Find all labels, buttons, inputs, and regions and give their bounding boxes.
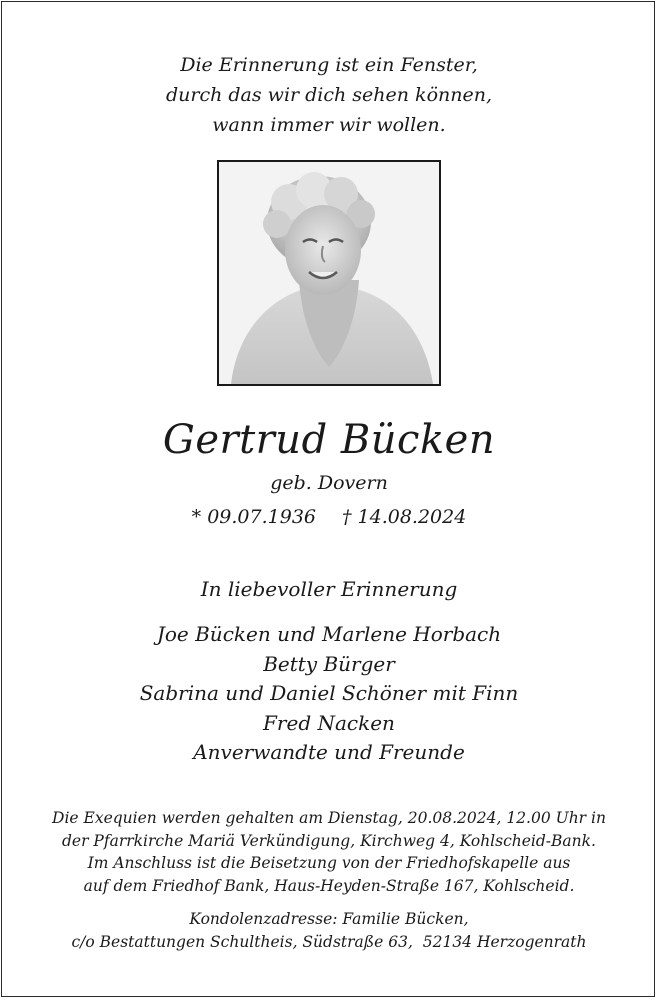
condolence-address <box>0 908 658 953</box>
mourner-line: Betty Bürger <box>263 651 395 676</box>
condolence-line: c/o Bestattungen Schultheis, Südstraße 63, 52134 Herzogenrath <box>71 932 587 951</box>
condolence-line: Kondolenzadresse: Familie Bücken, <box>189 910 469 928</box>
portrait-photo <box>217 160 441 386</box>
service-line: Im Anschluss ist die Beisetzung von der Friedhofskapelle aus <box>87 854 571 872</box>
service-line: Die Exequien werden gehalten am Dienstag, 20.08.2024, 12.00 Uhr in <box>52 809 606 827</box>
remembrance-intro: In liebevoller Erinnerung <box>200 577 458 601</box>
deceased-name: Gertrud Bücken <box>162 417 496 463</box>
death-date: † 14.08.2024 <box>342 506 467 528</box>
service-line: auf dem Friedhof Bank, Haus-Heyden-Straße 167, Kohlscheid. <box>83 876 575 895</box>
mourner-line: Fred Nacken <box>263 710 395 735</box>
portrait-illustration <box>219 162 439 384</box>
mourners-list <box>0 620 658 768</box>
mourner-line: Anverwandte und Freunde <box>193 740 465 764</box>
mourner-line: Joe Bücken und Marlene Horbach <box>156 622 502 646</box>
life-dates <box>0 503 658 531</box>
quote-line: durch das wir dich sehen können, <box>166 84 492 106</box>
quote-line: wann immer wir wollen. <box>212 114 446 136</box>
maiden-name: geb. Dovern <box>270 472 388 494</box>
quote-line: Die Erinnerung ist ein Fenster, <box>180 54 478 76</box>
birth-date: * 09.07.1936 <box>191 506 316 528</box>
mourner-line: Sabrina und Daniel Schöner mit Finn <box>139 681 519 705</box>
service-info <box>0 807 658 897</box>
memorial-quote <box>0 50 658 140</box>
service-line: der Pfarrkirche Mariä Verkündigung, Kirchweg 4, Kohlscheid-Bank. <box>62 831 596 850</box>
